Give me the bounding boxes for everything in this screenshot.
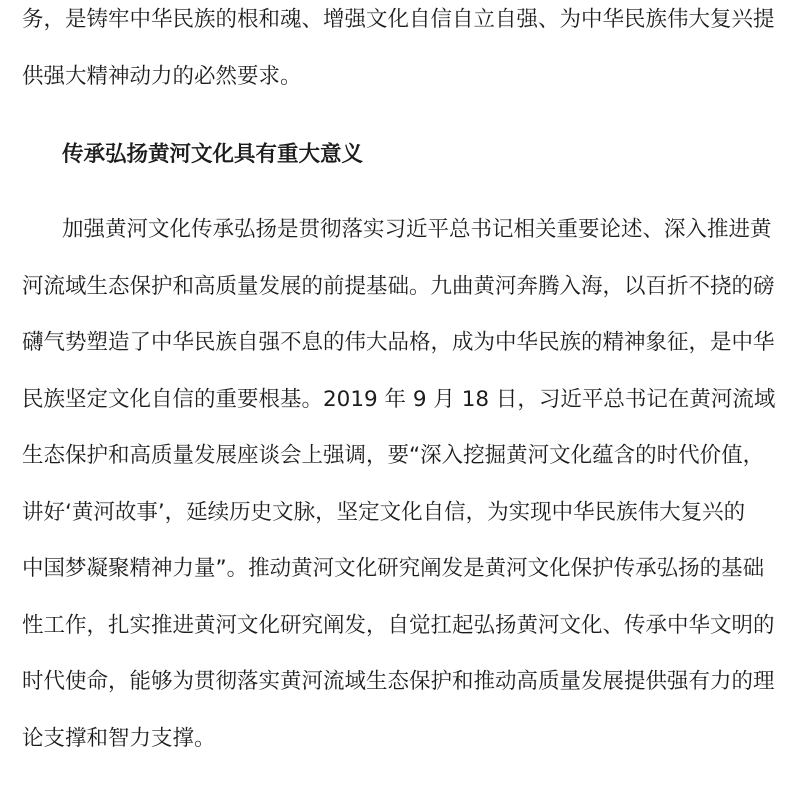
section-heading: 传承弘扬黄河文化具有重大意义 (62, 142, 364, 167)
paragraph-line: 讲好‘黄河故事’，延续历史文脉，坚定文化自信，为实现中华民族伟大复兴的 (22, 499, 746, 525)
paragraph-line: 时代使命，能够为贯彻落实黄河流域生态保护和推动高质量发展提供强有力的理 (22, 669, 775, 694)
paragraph-line: 中国梦凝聚精神力量”。推动黄河文化研究阐发是黄河文化保护传承弘扬的基础 (22, 556, 765, 581)
paragraph-line: 生态保护和高质量发展座谈会上强调，要“深入挖掘黄河文化蕴含的时代价值， (22, 443, 765, 468)
paragraph-1 (22, 0, 792, 105)
paragraph-line: 供强大精神动力的必然要求。 (22, 63, 302, 89)
paragraph-line: 性工作，扎实推进黄河文化研究阐发，自觉扛起弘扬黄河文化、传承中华文明的 (22, 612, 775, 638)
paragraph-line: 礴气势塑造了中华民族自强不息的伟大品格，成为中华民族的精神象征，是中华 (22, 330, 775, 355)
section-heading-block (22, 127, 792, 183)
paragraph-line: 民族坚定文化自信的重要根基。2019 年 9 月 18 日，习近平总书记在黄河流域 (22, 386, 776, 412)
paragraph-2 (22, 202, 792, 767)
paragraph-line: 务，是铸牢中华民族的根和魂、增强文化自信自立自强、为中华民族伟大复兴提 (22, 7, 775, 32)
paragraph-line: 加强黄河文化传承弘扬是贯彻落实习近平总书记相关重要论述、深入推进黄 (62, 217, 772, 242)
paragraph-line: 河流域生态保护和高质量发展的前提基础。九曲黄河奔腾入海，以百折不挠的磅 (22, 273, 775, 299)
paragraph-line: 论支撑和智力支撑。 (22, 725, 216, 751)
